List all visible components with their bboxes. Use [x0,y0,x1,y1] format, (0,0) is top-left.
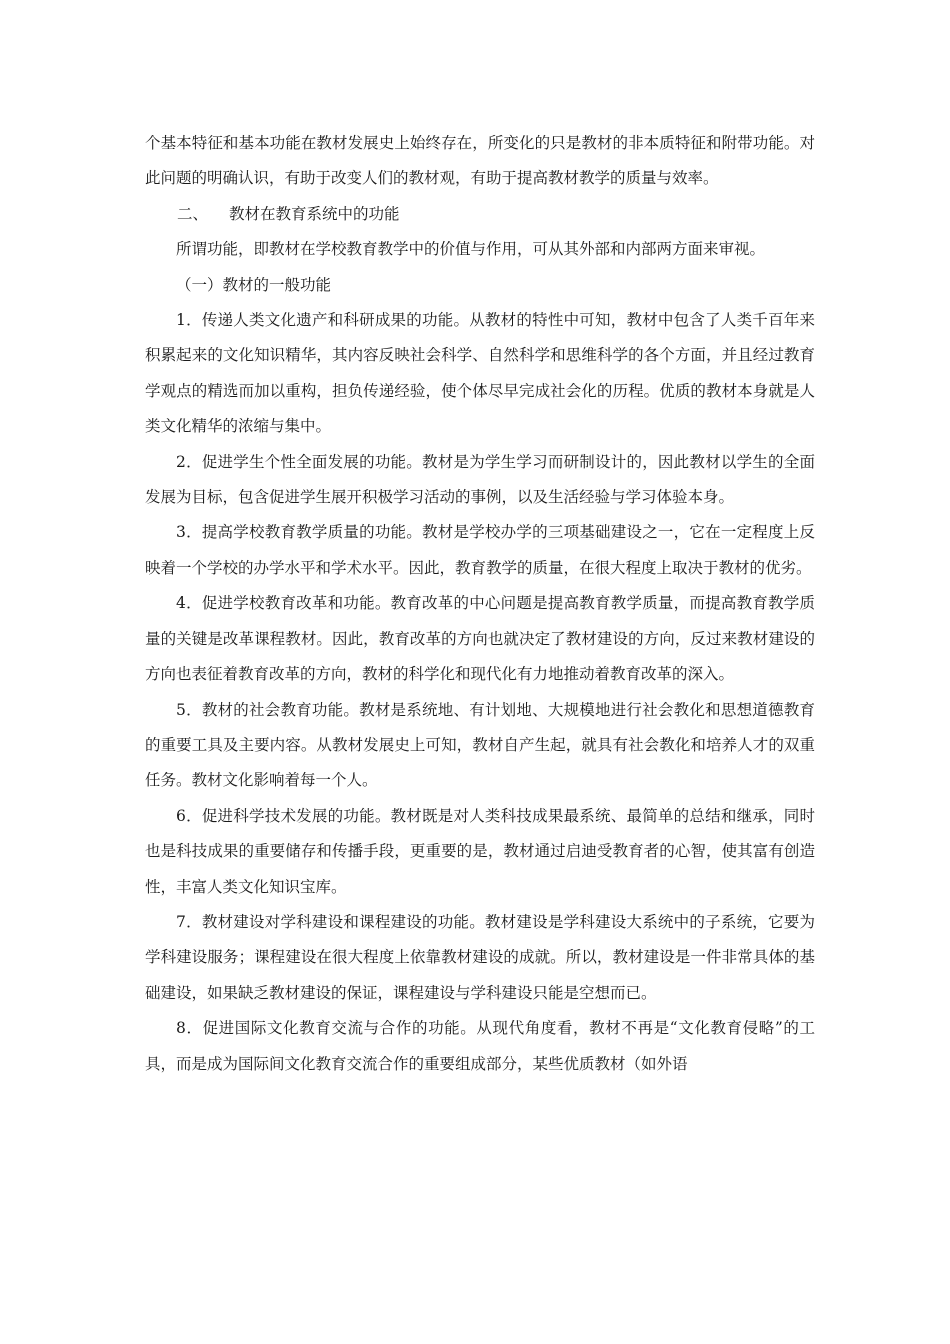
paragraph-intro: 所谓功能，即教材在学校教育教学中的价值与作用，可从其外部和内部两方面来审视。 [176,240,766,259]
list-item-2: 2．促进学生个性全面发展的功能。教材是为学生学习而研制设计的，因此教材以学生的全面发展为目标，包含促进学生展开积极学习活动的事例，以及生活经验与学习体验本身。 [145,452,815,507]
list-item-7: 7．教材建设对学科建设和课程建设的功能。教材建设是学科建设大系统中的子系统，它要为学科建设服务；课程建设在很大程度上依靠教材建设的成就。所以，教材建设是一件非常具体的基础建设，如果缺乏教材建设的保证，课程建设与学科建设只能是空想而已。 [145,912,815,1002]
section-title: 教材在教育系统中的功能 [229,204,400,223]
section-number: 二、 [177,204,209,223]
list-item-8: 8．促进国际文化教育交流与合作的功能。从现代角度看，教材不再是“文化教育侵略”的工具，而是成为国际间文化教育交流合作的重要组成部分，某些优质教材（如外语 [145,1019,815,1073]
subsection-heading: （一）教材的一般功能 [176,275,332,294]
list-item-1: 1．传递人类文化遗产和科研成果的功能。从教材的特性中可知，教材中包含了人类千百年来积累起来的文化知识精华，其内容反映社会科学、自然科学和思维科学的各个方面，并且经过教育学观点的精选而加以重构，担负传递经验，使个体尽早完成社会化的历程。优质的教材本身就是人类文化精华的浓缩与集中。 [145,311,815,436]
list-item-4: 4．促进学校教育改革和功能。教育改革的中心问题是提高教育教学质量，而提高教育教学质量的关键是改革课程教材。因此，教育改革的方向也就决定了教材建设的方向，反过来教材建设的方向也表征着教育改革的方向，教材的科学化和现代化有力地推动着教育改革的深入。 [145,594,815,684]
section-heading [145,197,815,232]
list-item-5: 5．教材的社会教育功能。教材是系统地、有计划地、大规模地进行社会教化和思想道德教育的重要工具及主要内容。从教材发展史上可知，教材自产生起，就具有社会教化和培养人才的双重任务。教材文化影响着每一个人。 [145,700,815,790]
list-item-6: 6．促进科学技术发展的功能。教材既是对人类科技成果最系统、最简单的总结和继承，同时也是科技成果的重要储存和传播手段，更重要的是，教材通过启迪受教育者的心智，使其富有创造性，丰富人类文化知识宝库。 [145,806,815,896]
paragraph-continuation: 个基本特征和基本功能在教材发展史上始终存在，所变化的只是教材的非本质特征和附带功能。对此问题的明确认识，有助于改变人们的教材观，有助于提高教材教学的质量与效率。 [145,134,815,188]
document-body [145,126,815,1082]
list-item-3: 3．提高学校教育教学质量的功能。教材是学校办学的三项基础建设之一，它在一定程度上反映着一个学校的办学水平和学术水平。因此，教育教学的质量，在很大程度上取决于教材的优劣。 [145,523,815,577]
